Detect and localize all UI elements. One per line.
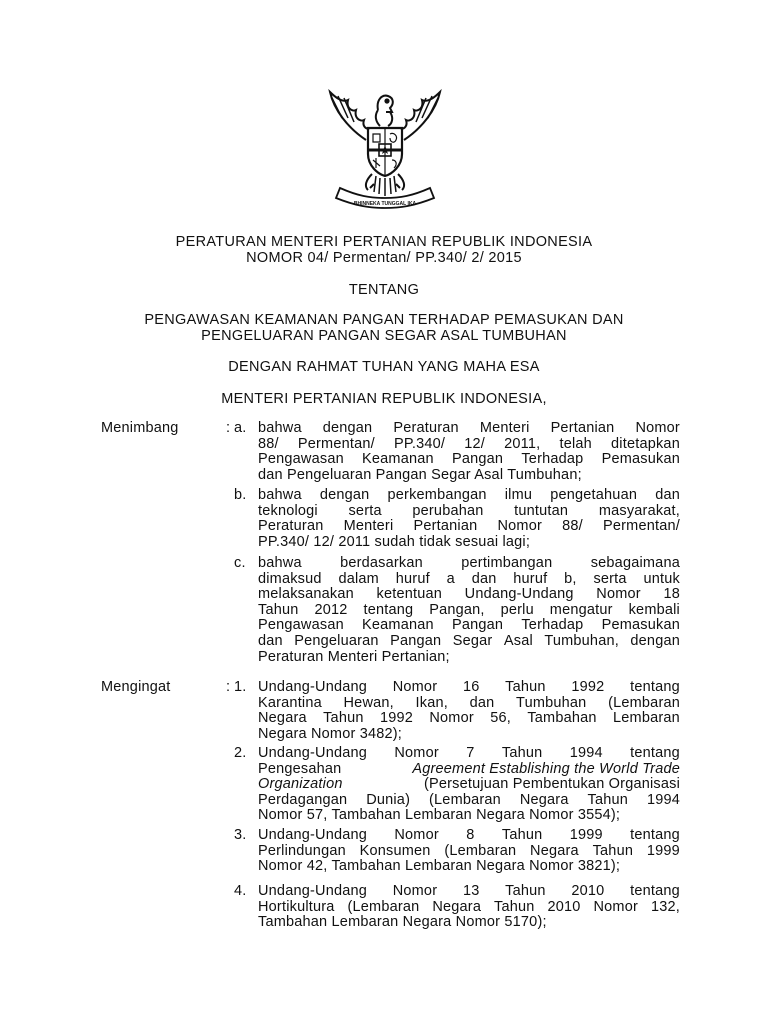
text-line: Undang-Undang Nomor 8 Tahun 1999 tentang (258, 827, 680, 843)
text-line: Tambahan Lembaran Negara Nomor 5170); (258, 914, 547, 931)
item-marker: 3. (234, 827, 247, 843)
regulation-number: NOMOR 04/ Permentan/ PP.340/ 2/ 2015 (246, 250, 522, 266)
item-marker: 1. (234, 679, 247, 695)
garuda-pancasila-emblem-icon (318, 88, 452, 212)
text-line (258, 777, 680, 793)
regulation-title (0, 234, 768, 266)
italic-phrase: Agreement Establishing the World Trade (412, 760, 680, 777)
text-line: Perdagangan Dunia) (Lembaran Negara Tahun 1994 (258, 791, 680, 808)
text-line: Undang-Undang Nomor 7 Tahun 1994 tentang (258, 745, 680, 761)
item-text (258, 421, 680, 483)
item-text (258, 680, 680, 742)
item-text (258, 488, 680, 550)
text-line: bahwa dengan perkembangan ilmu pengetahuan dan (258, 487, 680, 503)
item-marker: a. (234, 420, 247, 436)
item-marker: b. (234, 487, 247, 503)
subject-line: PENGAWASAN KEAMANAN PANGAN TERHADAP PEMASUKAN DAN (144, 312, 624, 328)
text-fragment: (Persetujuan Pembentukan Organisasi (423, 776, 680, 793)
text-line: Negara Nomor 3482); (258, 725, 403, 742)
item-marker: 2. (234, 745, 247, 761)
text-line: bahwa dengan Peraturan Menteri Pertanian Nomor (258, 420, 680, 436)
invocation: DENGAN RAHMAT TUHAN YANG MAHA ESA (228, 359, 540, 375)
text-line: dan Pengeluaran Pangan Segar Asal Tumbuhan; (258, 466, 582, 483)
text-line: melaksanakan ketentuan Undang-Undang Nomor 18 (258, 586, 680, 603)
text-line: Undang-Undang Nomor 13 Tahun 2010 tentang (258, 883, 680, 899)
text-line: Negara Tahun 1992 Nomor 56, Tambahan Lembaran (258, 710, 680, 727)
tentang-heading: TENTANG (348, 282, 420, 298)
text-line: Peraturan Menteri Pertanian Nomor 88/ Permentan/ (258, 518, 680, 535)
title-line: PERATURAN MENTERI PERTANIAN REPUBLIK INDONESIA (175, 234, 593, 250)
text-line: dan Pengeluaran Pangan Segar Asal Tumbuhan, dengan (258, 632, 680, 649)
text-line: Tahun 2012 tentang Pangan, perlu mengatur kembali (258, 601, 680, 618)
text-line: Hortikultura (Lembaran Negara Tahun 2010 Nomor 132, (258, 898, 680, 915)
text-fragment: Pengesahan (258, 760, 342, 777)
text-line: Undang-Undang Nomor 16 Tahun 1992 tentang (258, 679, 680, 695)
item-text (258, 556, 680, 665)
text-line: Karantina Hewan, Ikan, dan Tumbuhan (Lembaran (258, 694, 680, 711)
text-line: Nomor 57, Tambahan Lembaran Negara Nomor 3554); (258, 807, 621, 824)
italic-phrase: Organization (258, 776, 343, 793)
item-text (258, 746, 680, 824)
text-line: Nomor 42, Tambahan Lembaran Negara Nomor 3821); (258, 858, 621, 875)
text-line: Peraturan Menteri Pertanian; (258, 648, 450, 665)
text-line: dimaksud dalam huruf a dan huruf b, serta untuk (258, 570, 680, 587)
menimbang-colon: : (226, 420, 231, 436)
menimbang-label: Menimbang (101, 420, 179, 436)
subject-line: PENGELUARAN PANGAN SEGAR ASAL TUMBUHAN (201, 328, 567, 344)
text-line: Pengawasan Keamanan Pangan Terhadap Pemasukan (258, 617, 680, 634)
text-line (258, 762, 680, 778)
item-marker: c. (234, 555, 246, 571)
text-line: Pengawasan Keamanan Pangan Terhadap Pemasukan (258, 451, 680, 468)
text-line: Perlindungan Konsumen (Lembaran Negara Tahun 1999 (258, 842, 680, 859)
text-line: 88/ Permentan/ PP.340/ 12/ 2011, telah ditetapkan (258, 435, 680, 452)
item-text (258, 884, 680, 931)
text-line: bahwa berdasarkan pertimbangan sebagaimana (258, 555, 680, 571)
mengingat-label: Mengingat (101, 679, 171, 695)
regulation-subject (0, 312, 768, 344)
minister-heading: MENTERI PERTANIAN REPUBLIK INDONESIA, (221, 391, 547, 407)
mengingat-colon: : (226, 679, 231, 695)
text-line: PP.340/ 12/ 2011 sudah tidak sesuai lagi; (258, 533, 531, 550)
emblem-motto: BHINNEKA TUNGGAL IKA (353, 201, 417, 207)
text-line: teknologi serta perubahan tuntutan masyarakat, (258, 502, 680, 519)
item-marker: 4. (234, 883, 247, 899)
item-text (258, 828, 680, 875)
